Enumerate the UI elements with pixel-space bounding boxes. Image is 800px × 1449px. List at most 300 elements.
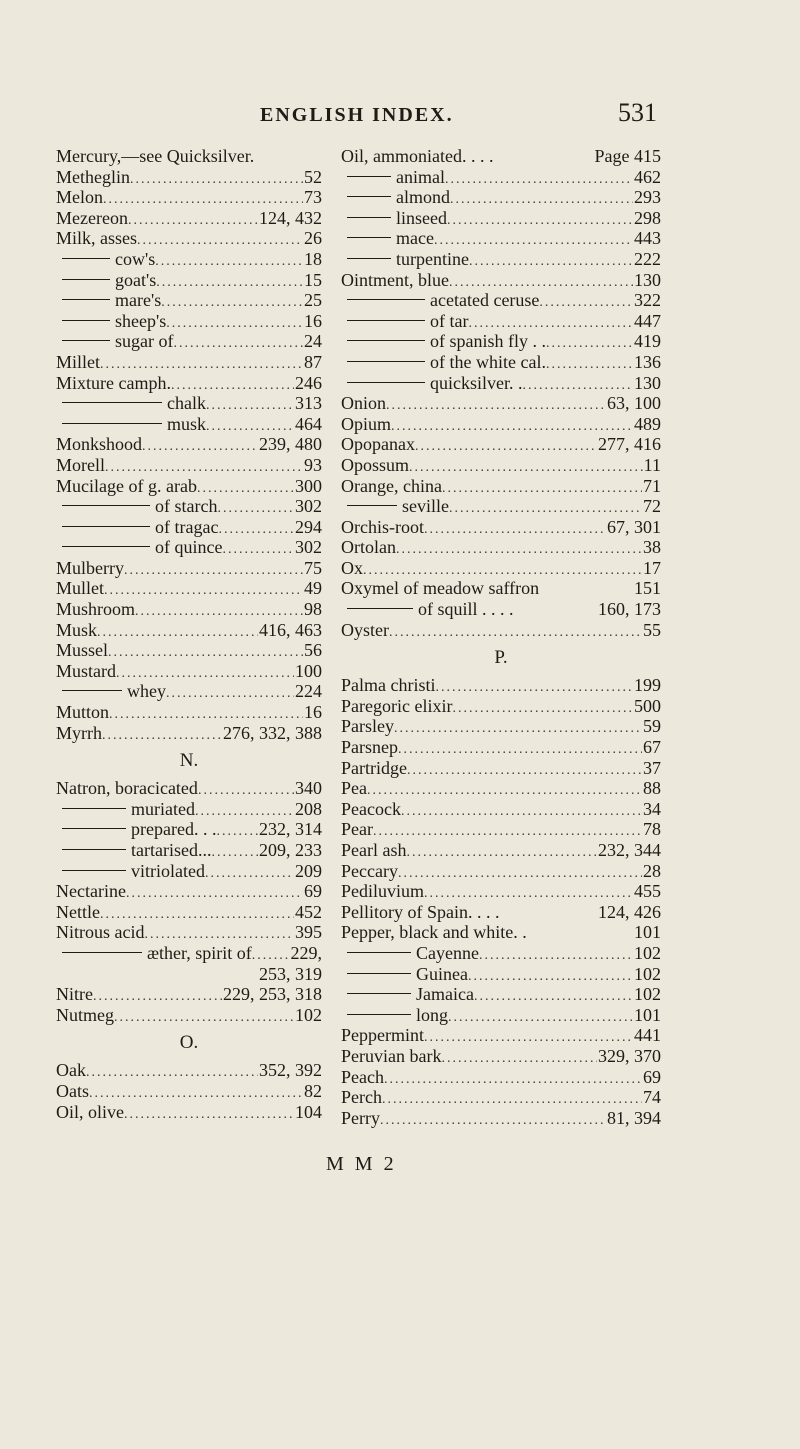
entry-pages: 75 xyxy=(304,557,322,578)
page-number: 531 xyxy=(618,98,657,127)
index-entry xyxy=(56,599,322,620)
entry-pages: 72 xyxy=(643,496,661,517)
entry-pages: 455 xyxy=(634,881,661,902)
index-entry xyxy=(341,902,661,923)
index-entry xyxy=(341,758,661,779)
entry-term: almond xyxy=(396,187,450,208)
dot-leader xyxy=(222,540,294,561)
entry-term: Monkshood xyxy=(56,434,143,455)
entry-pages: 222 xyxy=(634,248,661,269)
section-letter: P. xyxy=(494,647,508,669)
entry-pages: 298 xyxy=(634,207,661,228)
entry-term: Natron, boracicated xyxy=(56,778,198,799)
entry-pages: 101 xyxy=(634,922,661,943)
entry-term: Opium xyxy=(341,413,392,434)
index-subentry xyxy=(56,311,322,332)
entry-pages: 16 xyxy=(304,310,322,331)
dot-leader xyxy=(206,396,294,417)
index-subentry xyxy=(56,799,322,820)
index-subentry xyxy=(341,984,661,1005)
index-entry xyxy=(341,881,661,902)
entry-term: Nectarine xyxy=(56,881,126,902)
ditto-dash xyxy=(62,546,150,547)
entry-pages: 88 xyxy=(643,778,661,799)
ditto-dash xyxy=(347,217,391,218)
index-subentry xyxy=(341,1005,661,1026)
entry-term: animal xyxy=(396,166,445,187)
entry-pages: 56 xyxy=(304,640,322,661)
entry-pages: 81, 394 xyxy=(607,1107,661,1128)
entry-pages: 277, 416 xyxy=(598,434,661,455)
dot-leader xyxy=(448,1008,633,1029)
index-entry xyxy=(56,228,322,249)
entry-term: æther, spirit of xyxy=(147,942,252,963)
index-entry xyxy=(341,537,661,558)
entry-pages: 38 xyxy=(643,537,661,558)
entry-pages: 69 xyxy=(643,1066,661,1087)
ditto-dash xyxy=(62,828,126,829)
index-subentry xyxy=(56,290,322,311)
dot-leader xyxy=(108,643,303,664)
entry-term: of tar xyxy=(430,310,469,331)
entry-pages: 78 xyxy=(643,819,661,840)
ditto-dash xyxy=(62,849,126,850)
entry-term: Peacock xyxy=(341,798,401,819)
dot-leader xyxy=(124,1105,294,1126)
entry-pages: 441 xyxy=(634,1025,661,1046)
entry-term: Parsley xyxy=(341,716,394,737)
entry-term: Pellitory of Spain. . . . xyxy=(341,901,500,922)
dot-leader xyxy=(211,843,258,864)
index-subentry xyxy=(56,840,322,861)
entry-pages: 246 xyxy=(295,372,322,393)
ditto-dash xyxy=(62,402,162,403)
entry-term: Pearl ash xyxy=(341,840,407,860)
entry-pages: 452 xyxy=(295,901,322,922)
ditto-dash xyxy=(347,237,391,238)
entry-term: of spanish fly . . xyxy=(430,331,546,352)
entry-term: quicksilver. . xyxy=(430,372,523,393)
entry-pages: 322 xyxy=(634,290,661,311)
index-subentry xyxy=(56,393,322,414)
ditto-dash xyxy=(62,526,150,527)
entry-pages: 253, 319 xyxy=(259,963,322,984)
index-entry xyxy=(56,902,322,923)
entry-term: Mercury,—see Quicksilver. xyxy=(56,146,255,166)
entry-pages: 26 xyxy=(304,228,322,249)
entry-pages: 24 xyxy=(304,331,322,352)
dot-leader xyxy=(86,1063,258,1084)
section-letter: O. xyxy=(179,1032,199,1054)
entry-term: Ox xyxy=(341,557,363,578)
index-entry xyxy=(56,434,322,455)
dot-leader xyxy=(394,719,642,740)
entry-pages: 294 xyxy=(295,516,322,537)
index-subentry xyxy=(56,819,322,840)
dot-leader xyxy=(218,520,294,541)
ditto-dash xyxy=(62,952,142,953)
entry-pages: 313 xyxy=(295,393,322,414)
index-entry xyxy=(56,476,322,497)
entry-term: tartarised... xyxy=(131,840,212,860)
entry-pages: 102 xyxy=(634,984,661,1005)
entry-term: Mucilage of g. arab xyxy=(56,475,197,496)
entry-term: muriated xyxy=(131,798,195,819)
index-entry xyxy=(56,1060,322,1081)
ditto-dash xyxy=(347,176,391,177)
entry-term: Oats xyxy=(56,1080,89,1101)
page-footer xyxy=(0,1153,800,1177)
entry-pages: 136 xyxy=(634,351,661,372)
running-title: ENGLISH INDEX. xyxy=(260,104,454,126)
entry-term: Oil, olive xyxy=(56,1101,124,1122)
entry-pages: 34 xyxy=(643,798,661,819)
entry-pages: 232, 344 xyxy=(598,840,661,860)
dot-leader xyxy=(155,252,303,273)
entry-term: Musk xyxy=(56,619,98,640)
ditto-dash xyxy=(62,808,126,809)
entry-pages: 102 xyxy=(634,942,661,963)
entry-pages: 25 xyxy=(304,290,322,311)
index-entry-continuation xyxy=(56,964,322,985)
entry-pages: 17 xyxy=(643,557,661,578)
index-entry xyxy=(56,984,322,1005)
index-entry xyxy=(56,661,322,682)
dot-leader xyxy=(546,334,633,355)
dot-leader xyxy=(389,623,642,644)
dot-leader xyxy=(442,479,642,500)
index-subentry xyxy=(56,249,322,270)
entry-term: Opopanax xyxy=(341,434,415,455)
entry-term: Milk, asses xyxy=(56,228,137,249)
dot-leader xyxy=(398,864,642,885)
entry-term: linseed xyxy=(396,207,447,228)
index-entry xyxy=(341,922,661,943)
dot-leader xyxy=(137,231,303,252)
entry-term: Melon xyxy=(56,187,103,208)
index-entry xyxy=(56,373,322,394)
dot-leader xyxy=(424,520,606,541)
entry-pages: 130 xyxy=(634,269,661,290)
dot-leader xyxy=(156,273,303,294)
entry-pages: 239, 480 xyxy=(259,434,322,455)
ditto-dash xyxy=(62,870,126,871)
entry-term: Mullet xyxy=(56,578,104,599)
entry-pages: 229, 253, 318 xyxy=(223,984,322,1005)
ditto-dash xyxy=(347,382,425,383)
entry-term: of starch xyxy=(155,496,218,517)
entry-term: Ointment, blue xyxy=(341,269,449,290)
ditto-dash xyxy=(347,993,411,994)
entry-term: Jamaica xyxy=(416,984,474,1005)
index-subentry xyxy=(56,861,322,882)
ditto-dash xyxy=(347,973,411,974)
entry-term: Oak xyxy=(56,1060,86,1081)
index-subentry xyxy=(56,414,322,435)
entry-term: sheep's xyxy=(115,310,167,331)
index-subentry xyxy=(341,167,661,188)
entry-term: of the white cal. xyxy=(430,351,546,372)
index-entry xyxy=(341,476,661,497)
entry-pages: 67, 301 xyxy=(607,516,661,537)
entry-pages: 232, 314 xyxy=(259,819,322,840)
index-entry xyxy=(341,840,661,861)
dot-leader xyxy=(166,314,303,335)
entry-term: of squill . . . . xyxy=(418,599,514,620)
dot-leader xyxy=(380,1111,606,1132)
entry-pages: 11 xyxy=(643,454,661,475)
entry-term: Partridge xyxy=(341,757,407,778)
index-entry xyxy=(56,1005,322,1026)
entry-term: Pepper, black and white. . xyxy=(341,922,527,943)
entry-term: Metheglin xyxy=(56,166,130,187)
dot-leader xyxy=(126,884,303,905)
dot-leader xyxy=(384,1070,642,1091)
index-entry xyxy=(56,167,322,188)
entry-pages: 395 xyxy=(295,922,322,943)
index-subentry xyxy=(341,352,661,373)
index-subentry xyxy=(341,331,661,352)
index-entry xyxy=(56,702,322,723)
dot-leader xyxy=(205,864,294,885)
index-entry xyxy=(56,723,322,744)
dot-leader xyxy=(367,781,642,802)
index-entry xyxy=(56,881,322,902)
index-entry xyxy=(341,1046,661,1067)
entry-term: goat's xyxy=(115,269,157,290)
index-entry xyxy=(56,620,322,641)
entry-term: musk xyxy=(167,413,207,434)
entry-pages: 67 xyxy=(643,737,661,758)
entry-pages: 464 xyxy=(295,413,322,434)
entry-pages: 302 xyxy=(295,537,322,558)
entry-term: seville xyxy=(402,496,449,517)
index-entry xyxy=(341,819,661,840)
entry-term: mare's xyxy=(115,290,162,311)
entry-pages: 160, 173 xyxy=(598,599,661,620)
index-column-right xyxy=(341,146,661,1128)
index-entry xyxy=(341,675,661,696)
entry-term: Mustard xyxy=(56,660,116,681)
index-entry xyxy=(341,861,661,882)
dot-leader xyxy=(130,170,303,191)
entry-term: Pediluvium xyxy=(341,881,425,902)
entry-pages: 37 xyxy=(643,757,661,778)
entry-term: Peccary xyxy=(341,860,398,881)
ditto-dash xyxy=(347,340,425,341)
index-subentry xyxy=(341,599,661,620)
dot-leader xyxy=(128,211,258,232)
dot-leader xyxy=(468,967,633,988)
index-entry xyxy=(341,393,661,414)
entry-pages: 300 xyxy=(295,475,322,496)
ditto-dash xyxy=(347,952,411,953)
index-entry xyxy=(341,270,661,291)
index-entry xyxy=(341,1067,661,1088)
entry-term: Oxymel of meadow saffron xyxy=(341,578,540,599)
ditto-dash xyxy=(62,299,110,300)
entry-pages: 462 xyxy=(634,166,661,187)
entry-pages: 98 xyxy=(304,599,322,620)
entry-pages: 28 xyxy=(643,860,661,881)
index-subentry xyxy=(56,943,322,964)
ditto-dash xyxy=(62,340,110,341)
entry-term: of tragac xyxy=(155,516,219,537)
dot-leader xyxy=(198,781,294,802)
entry-term: prepared. . . xyxy=(131,819,217,840)
entry-pages: 93 xyxy=(304,454,322,475)
ditto-dash xyxy=(347,608,413,609)
index-entry xyxy=(341,716,661,737)
entry-term: Morell xyxy=(56,454,105,475)
index-entry xyxy=(56,778,322,799)
entry-term: Paregoric elixir xyxy=(341,695,453,716)
index-entry xyxy=(56,922,322,943)
index-entry xyxy=(56,208,322,229)
ditto-dash xyxy=(62,690,122,691)
entry-pages: 340 xyxy=(295,778,322,799)
entry-pages: 293 xyxy=(634,187,661,208)
entry-term: Mezereon xyxy=(56,207,128,228)
ditto-dash xyxy=(347,361,425,362)
entry-pages: 15 xyxy=(304,269,322,290)
entry-pages: 59 xyxy=(643,716,661,737)
entry-pages: 18 xyxy=(304,248,322,269)
entry-term: Pea xyxy=(341,778,367,799)
entry-term: Peruvian bark xyxy=(341,1045,442,1066)
entry-pages: 124, 426 xyxy=(598,901,661,922)
index-subentry xyxy=(341,496,661,517)
index-entry xyxy=(341,778,661,799)
entry-pages: 276, 332, 388 xyxy=(223,722,322,743)
index-subentry xyxy=(341,187,661,208)
entry-term: cow's xyxy=(115,248,156,269)
dot-leader xyxy=(452,699,633,720)
dot-leader xyxy=(479,946,633,967)
index-column-left xyxy=(56,146,322,1122)
entry-term: Mulberry xyxy=(56,557,124,578)
entry-term: Guinea xyxy=(416,963,468,984)
index-entry xyxy=(341,434,661,455)
ditto-dash xyxy=(347,505,397,506)
entry-pages: 100 xyxy=(295,660,322,681)
entry-term: Oyster xyxy=(341,619,389,640)
dot-leader xyxy=(406,843,597,864)
index-subentry xyxy=(56,331,322,352)
dot-leader xyxy=(415,437,597,458)
entry-pages: 101 xyxy=(634,1004,661,1025)
index-entry xyxy=(56,455,322,476)
dot-leader xyxy=(435,678,633,699)
index-subentry xyxy=(341,943,661,964)
entry-pages: 87 xyxy=(304,351,322,372)
entry-term: Mutton xyxy=(56,702,110,723)
entry-term: mace xyxy=(396,228,434,249)
index-entry xyxy=(341,146,661,167)
entry-pages: 352, 392 xyxy=(259,1060,322,1081)
entry-term: sugar of xyxy=(115,331,174,352)
entry-pages: 419 xyxy=(634,331,661,352)
dot-leader xyxy=(409,458,643,479)
index-subentry xyxy=(341,373,661,394)
entry-term: Myrrh xyxy=(56,722,102,743)
dot-leader xyxy=(445,170,633,191)
entry-term: Opossum xyxy=(341,454,410,475)
entry-term: Parsnep xyxy=(341,737,398,758)
index-entry xyxy=(341,620,661,641)
entry-term: whey xyxy=(127,681,166,702)
entry-term: Mussel xyxy=(56,640,109,661)
entry-term: chalk xyxy=(167,393,206,414)
entry-term: Mixture camph. xyxy=(56,372,171,393)
dot-leader xyxy=(441,1049,597,1070)
entry-pages: 49 xyxy=(304,578,322,599)
entry-pages: 124, 432 xyxy=(259,207,322,228)
entry-term: Palma christi xyxy=(341,675,436,696)
entry-pages: 102 xyxy=(295,1004,322,1025)
index-entry xyxy=(341,1108,661,1129)
entry-term: Cayenne xyxy=(416,942,479,963)
dot-leader xyxy=(173,334,303,355)
index-subentry xyxy=(341,290,661,311)
entry-term: Nettle xyxy=(56,901,100,922)
entry-term: Oil, ammoniated. . . . xyxy=(341,146,494,166)
dot-leader xyxy=(124,561,303,582)
index-subentry xyxy=(56,681,322,702)
entry-pages: 55 xyxy=(643,619,661,640)
entry-term: Perry xyxy=(341,1107,380,1128)
ditto-dash xyxy=(347,196,391,197)
dot-leader xyxy=(114,1008,294,1029)
index-entry xyxy=(341,799,661,820)
index-entry xyxy=(341,737,661,758)
entry-pages: 71 xyxy=(643,475,661,496)
entry-pages: 52 xyxy=(304,166,322,187)
dot-leader xyxy=(97,623,258,644)
ditto-dash xyxy=(347,320,425,321)
ditto-dash xyxy=(62,423,162,424)
index-entry xyxy=(341,455,661,476)
dot-leader xyxy=(450,190,633,211)
entry-pages: 69 xyxy=(304,881,322,902)
entry-pages: 500 xyxy=(634,695,661,716)
section-letter: N. xyxy=(179,750,199,772)
entry-pages: 82 xyxy=(304,1080,322,1101)
entry-pages: 443 xyxy=(634,228,661,249)
index-subentry xyxy=(56,270,322,291)
index-entry xyxy=(341,1025,661,1046)
page-header xyxy=(0,96,800,136)
dot-leader xyxy=(447,211,633,232)
dot-leader xyxy=(102,726,222,747)
index-subentry xyxy=(341,964,661,985)
entry-term: Mushroom xyxy=(56,599,136,620)
dot-leader xyxy=(407,761,642,782)
entry-pages: 130 xyxy=(634,372,661,393)
entry-term: turpentine xyxy=(396,248,469,269)
entry-term: Nitrous acid xyxy=(56,922,145,943)
index-subentry xyxy=(341,311,661,332)
entry-term: Peach xyxy=(341,1066,384,1087)
index-entry xyxy=(341,578,661,599)
dot-leader xyxy=(386,396,606,417)
entry-pages: 208 xyxy=(295,798,322,819)
index-entry xyxy=(56,352,322,373)
entry-pages: 104 xyxy=(295,1101,322,1122)
entry-term: Orchis-root xyxy=(341,516,424,537)
dot-leader xyxy=(166,684,294,705)
index-subentry xyxy=(56,496,322,517)
